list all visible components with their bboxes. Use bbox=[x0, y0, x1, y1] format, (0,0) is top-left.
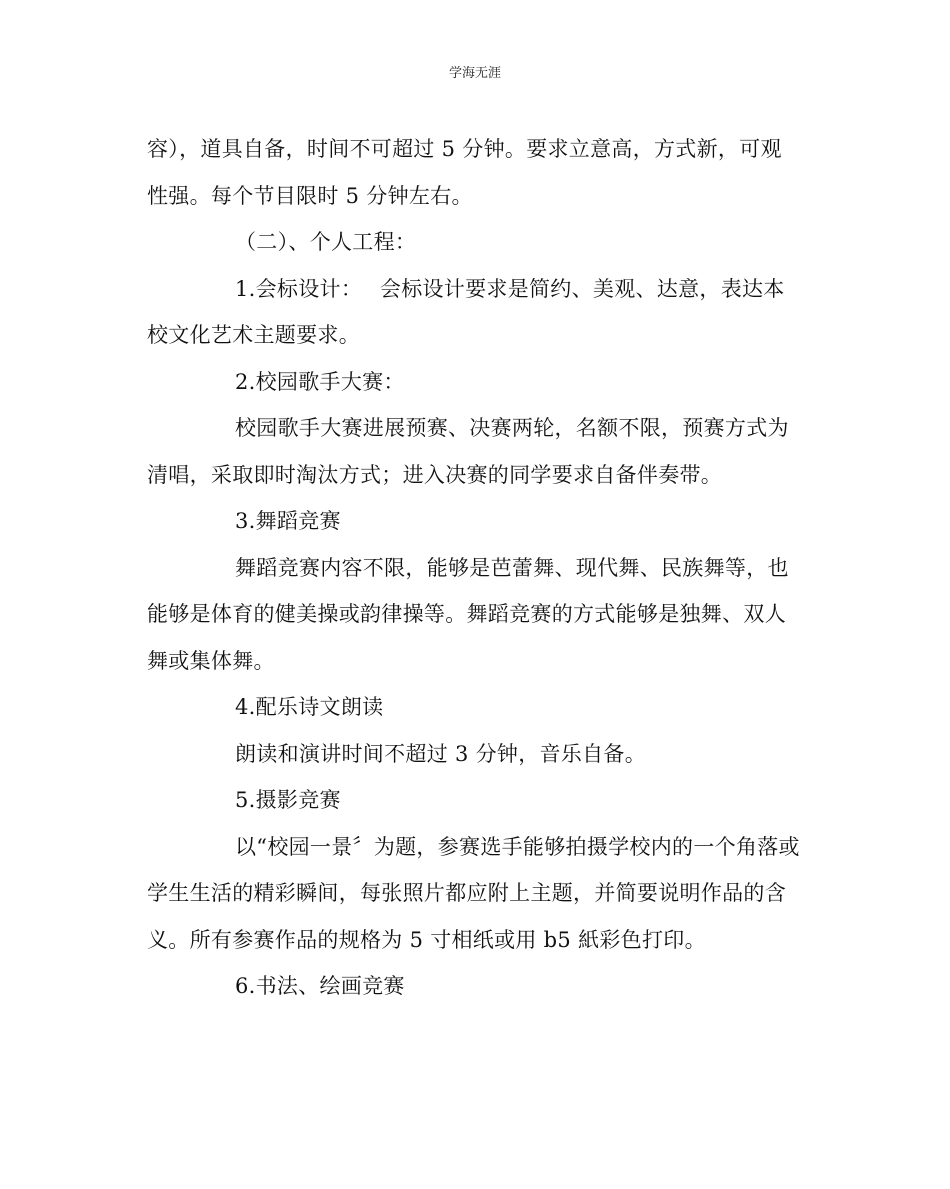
item-recitation-body: 朗读和演讲时间不超过 3 分钟，音乐自备。 bbox=[235, 741, 647, 766]
section-heading-individual: （二）、个人工程： bbox=[235, 230, 417, 254]
item-photography-heading: 5.摄影竞赛 bbox=[235, 788, 341, 812]
item-dance-heading: 3.舞蹈竞赛 bbox=[235, 509, 341, 533]
document-body bbox=[147, 126, 803, 1010]
paragraph-continuation: 容），道具自备，时间不可超过 5 分钟。要求立意高，方式新，可观性强。每个节目限时 5 分钟左右。 bbox=[147, 137, 782, 208]
item-calligraphy-heading: 6.书法、绘画竞赛 bbox=[235, 974, 405, 998]
item-logo-design: 1.会标设计： 会标设计要求是简约、美观、达意，表达本校文化艺术主题要求。 bbox=[147, 276, 785, 347]
item-photography-body: 以“校园一景〞为题，参赛选手能够拍摄学校内的一个角落或学生生活的精彩瞬间，每张照片都应附上主题，并简要说明作品的含义。所有参赛作品的规格为 5 寸相纸或用 b5 紙彩色打印。 bbox=[147, 834, 800, 952]
item-recitation-heading: 4.配乐诗文朗读 bbox=[235, 695, 384, 719]
item-dance-body: 舞蹈竞赛内容不限，能够是芭蕾舞、现代舞、民族舞等，也能够是体育的健美操或韵律操等。舞蹈竞赛的方式能够是独舞、双人舞或集体舞。 bbox=[147, 555, 789, 673]
item-singer-contest-heading: 2.校园歌手大赛： bbox=[235, 369, 405, 394]
item-singer-contest-body: 校园歌手大赛进展预赛、决赛两轮，名额不限，预赛方式为清唱，采取即时淘汰方式；进入决赛的同学要求自备伴奏带。 bbox=[147, 416, 789, 487]
page-header: 学海无涯 bbox=[448, 66, 501, 81]
